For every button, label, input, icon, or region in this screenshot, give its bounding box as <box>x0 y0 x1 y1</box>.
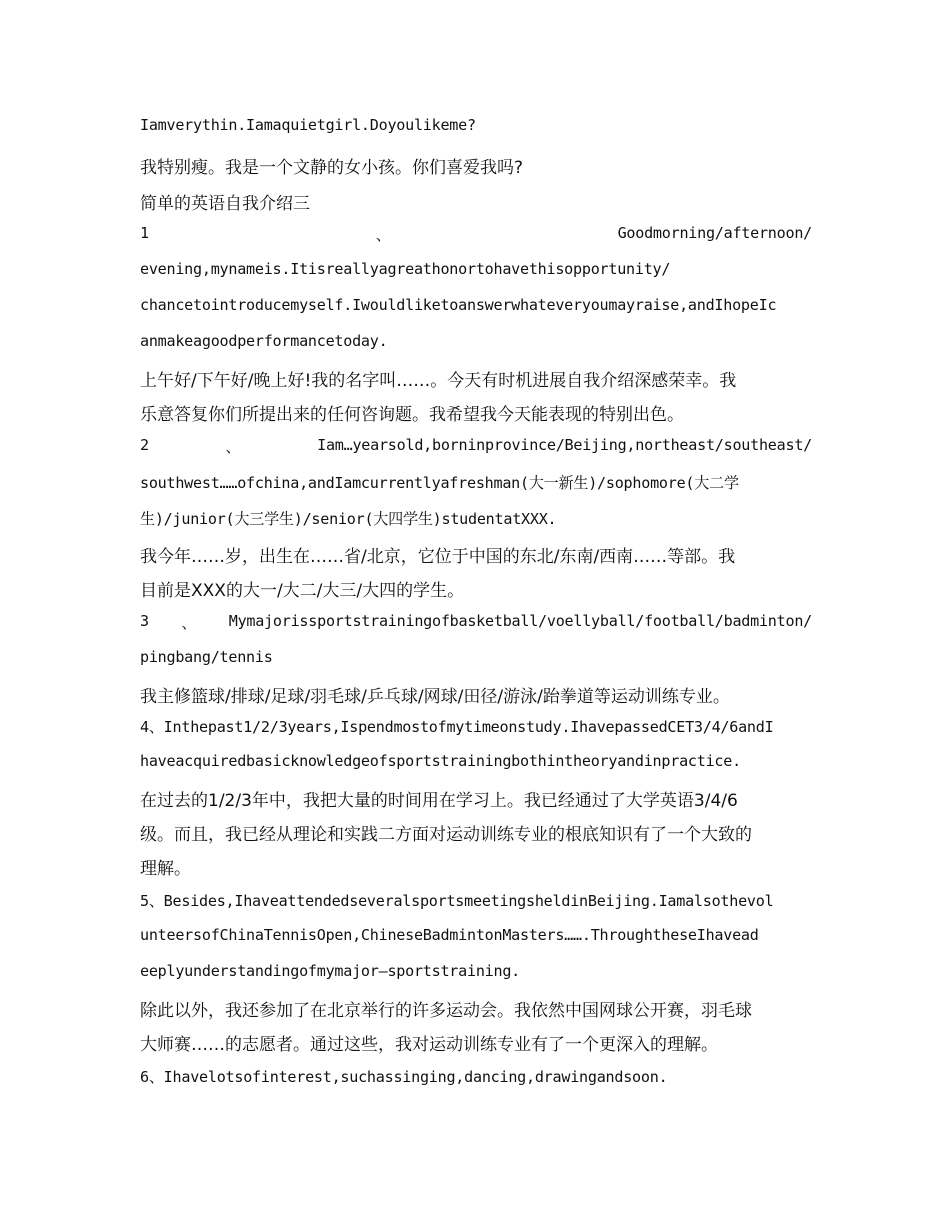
text-line: eeplyunderstandingofmymajor—sportstraining. <box>140 962 520 980</box>
text-line: 乐意答复你们所提出来的任何咨询题。我希望我今天能表现的特别出色。 <box>140 405 684 425</box>
text-line: 在过去的1/2/3年中，我把大量的时间用在学习上。我已经通过了大学英语3/4/6 <box>140 791 738 811</box>
text-line: haveacquiredbasicknowledgeofsportstrainingbothintheoryandinpractice. <box>140 752 741 770</box>
item-number: 3 <box>140 612 149 630</box>
text-line: 大师赛……的志愿者。通过这些，我对运动训练专业有了一个更深入的理解。 <box>140 1035 718 1055</box>
text-line: 生)/junior(大三学生)/senior(大四学生)studentatXXX. <box>140 510 557 528</box>
text-line: 级。而且，我已经从理论和实践二方面对运动训练专业的根底知识有了一个大致的 <box>140 825 752 845</box>
text-line: 5、Besides,IhaveattendedseveralsportsmeetingsheldinBeijing.Iamalsothevol <box>140 892 774 910</box>
text-line: anmakeagoodperformancetoday. <box>140 332 388 350</box>
item-text: Iam…yearsold,borninprovince/Beijing,northeast/southeast/ <box>317 436 812 454</box>
text-line: 目前是XXX的大一/大二/大三/大四的学生。 <box>140 581 465 601</box>
item-number: 1 <box>140 224 149 242</box>
item-separator: 、 <box>375 226 391 244</box>
text-line: 除此以外，我还参加了在北京举行的许多运动会。我依然中国网球公开赛，羽毛球 <box>140 1001 752 1021</box>
text-line: Iamverythin.Iamaquietgirl.Doyoulikeme? <box>140 116 476 134</box>
item-2-line <box>140 436 812 457</box>
text-line: 理解。 <box>140 859 191 879</box>
item-separator: 、 <box>225 438 241 456</box>
text-line: evening,mynameis.Itisreallyagreathonortohavethisopportunity/ <box>140 260 671 278</box>
text-line: unteersofChinaTennisOpen,ChineseBadmintonMasters…….ThroughtheseIhavead <box>140 926 759 944</box>
item-3-line <box>140 612 812 633</box>
item-text: Mymajorissportstrainingofbasketball/voellyball/football/badminton/ <box>228 612 812 630</box>
text-line: 我特别瘦。我是一个文静的女小孩。你们喜爱我吗? <box>140 158 524 178</box>
text-line: southwest……ofchina,andIamcurrentlyafreshman(大一新生)/sophomore(大二学 <box>140 474 739 492</box>
item-separator: 、 <box>181 614 197 632</box>
text-line: 4、Inthepast1/2/3years,Ispendmostofmytimeonstudy.IhavepassedCET3/4/6andI <box>140 718 774 736</box>
item-number: 2 <box>140 436 149 454</box>
item-text: Goodmorning/afternoon/ <box>617 224 812 242</box>
text-line: chancetointroducemyself.Iwouldliketoanswerwhateveryoumayraise,andIhopeIc <box>140 296 777 314</box>
text-line: 6、Ihavelotsofinterest,suchassinging,dancing,drawingandsoon. <box>140 1068 668 1086</box>
text-line: 我今年……岁，出生在……省/北京，它位于中国的东北/东南/西南……等部。我 <box>140 547 736 567</box>
item-1-line <box>140 224 812 245</box>
text-line: pingbang/tennis <box>140 648 273 666</box>
section-heading: 简单的英语自我介绍三 <box>140 194 310 214</box>
text-line: 上午好/下午好/晚上好!我的名字叫……。今天有时机进展自我介绍深感荣幸。我 <box>140 371 737 391</box>
text-line: 我主修篮球/排球/足球/羽毛球/乒乓球/网球/田径/游泳/跆拳道等运动训练专业。 <box>140 687 730 707</box>
